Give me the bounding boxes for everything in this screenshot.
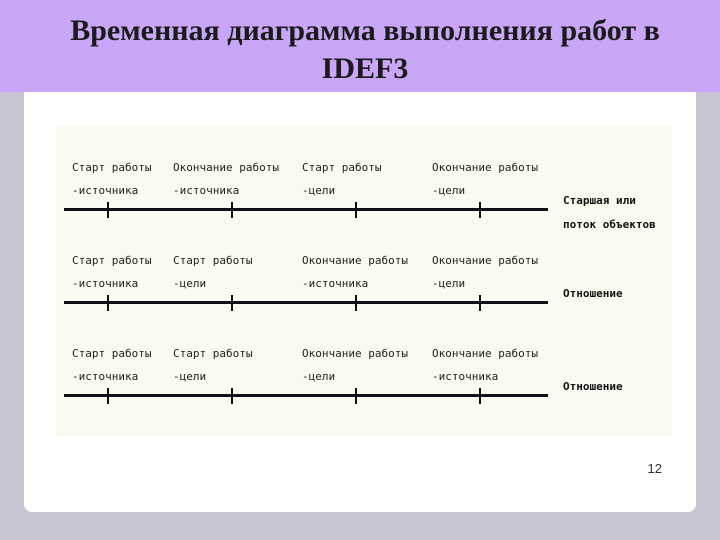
row-1-label-1-line-1: Старт работы xyxy=(72,161,152,174)
row-1-label-1 xyxy=(72,156,151,202)
row-2-label-3-line-1: Окончание работы xyxy=(302,254,408,267)
row-1-timeline xyxy=(64,208,548,211)
row-3-label-1-line-1: Старт работы xyxy=(72,347,152,360)
slide-title-line-1: Временная диаграмма выполнения работ в xyxy=(70,14,660,47)
row-2-relation: Отношение xyxy=(563,287,623,300)
row-1-tick-3 xyxy=(355,202,357,218)
row-2-label-2 xyxy=(173,249,252,295)
row-1-label-4 xyxy=(432,156,538,202)
row-2-label-1-line-2: -источника xyxy=(72,277,139,290)
row-1-label-4-line-2: -цели xyxy=(432,184,466,197)
row-1-label-2-line-2: -источника xyxy=(173,184,240,197)
row-1-tick-1 xyxy=(107,202,109,218)
row-3-label-1 xyxy=(72,342,151,388)
row-1-label-1-line-2: -источника xyxy=(72,184,139,197)
row-3-timeline xyxy=(64,394,548,397)
row-3-tick-2 xyxy=(231,388,233,404)
row-3-relation: Отношение xyxy=(563,380,623,393)
row-3-label-4 xyxy=(432,342,538,388)
row-1-relation xyxy=(563,189,656,237)
page-number: 12 xyxy=(647,461,662,476)
row-1-label-4-line-1: Окончание работы xyxy=(432,161,538,174)
row-1-label-3 xyxy=(302,156,381,202)
slide-title-line-2: IDEF3 xyxy=(321,52,409,85)
row-1-tick-4 xyxy=(479,202,481,218)
title-band xyxy=(0,0,720,92)
row-2-timeline xyxy=(64,301,548,304)
row-2-label-1-line-1: Старт работы xyxy=(72,254,152,267)
row-3-tick-4 xyxy=(479,388,481,404)
row-2-label-1 xyxy=(72,249,151,295)
row-3-label-2 xyxy=(173,342,252,388)
row-3-label-3-line-1: Окончание работы xyxy=(302,347,408,360)
row-2-label-4-line-1: Окончание работы xyxy=(432,254,538,267)
slide-body xyxy=(24,92,696,512)
row-2-label-3 xyxy=(302,249,408,295)
timing-diagram xyxy=(56,126,672,436)
row-2-label-2-line-2: -цели xyxy=(173,277,207,290)
row-1-label-3-line-1: Старт работы xyxy=(302,161,382,174)
row-2-label-4-line-2: -цели xyxy=(432,277,466,290)
row-1-label-2-line-1: Окончание работы xyxy=(173,161,279,174)
row-3-label-4-line-1: Окончание работы xyxy=(432,347,538,360)
row-3-label-3-line-2: -цели xyxy=(302,370,336,383)
row-3-label-2-line-1: Старт работы xyxy=(173,347,253,360)
row-3-tick-3 xyxy=(355,388,357,404)
row-3-label-2-line-2: -цели xyxy=(173,370,207,383)
row-2-tick-4 xyxy=(479,295,481,311)
row-2-label-3-line-2: -источника xyxy=(302,277,369,290)
row-1-label-3-line-2: -цели xyxy=(302,184,336,197)
row-3-tick-1 xyxy=(107,388,109,404)
row-1-relation-line-2: поток объектов xyxy=(563,218,656,231)
row-2-tick-1 xyxy=(107,295,109,311)
row-1-relation-line-1: Старшая или xyxy=(563,194,636,207)
row-2-label-2-line-1: Старт работы xyxy=(173,254,253,267)
slide-title xyxy=(20,12,710,88)
row-1-label-2 xyxy=(173,156,279,202)
row-2-label-4 xyxy=(432,249,538,295)
row-3-label-4-line-2: -источника xyxy=(432,370,499,383)
row-1-tick-2 xyxy=(231,202,233,218)
row-2-tick-3 xyxy=(355,295,357,311)
row-3-label-3 xyxy=(302,342,408,388)
row-3-label-1-line-2: -источника xyxy=(72,370,139,383)
row-2-tick-2 xyxy=(231,295,233,311)
